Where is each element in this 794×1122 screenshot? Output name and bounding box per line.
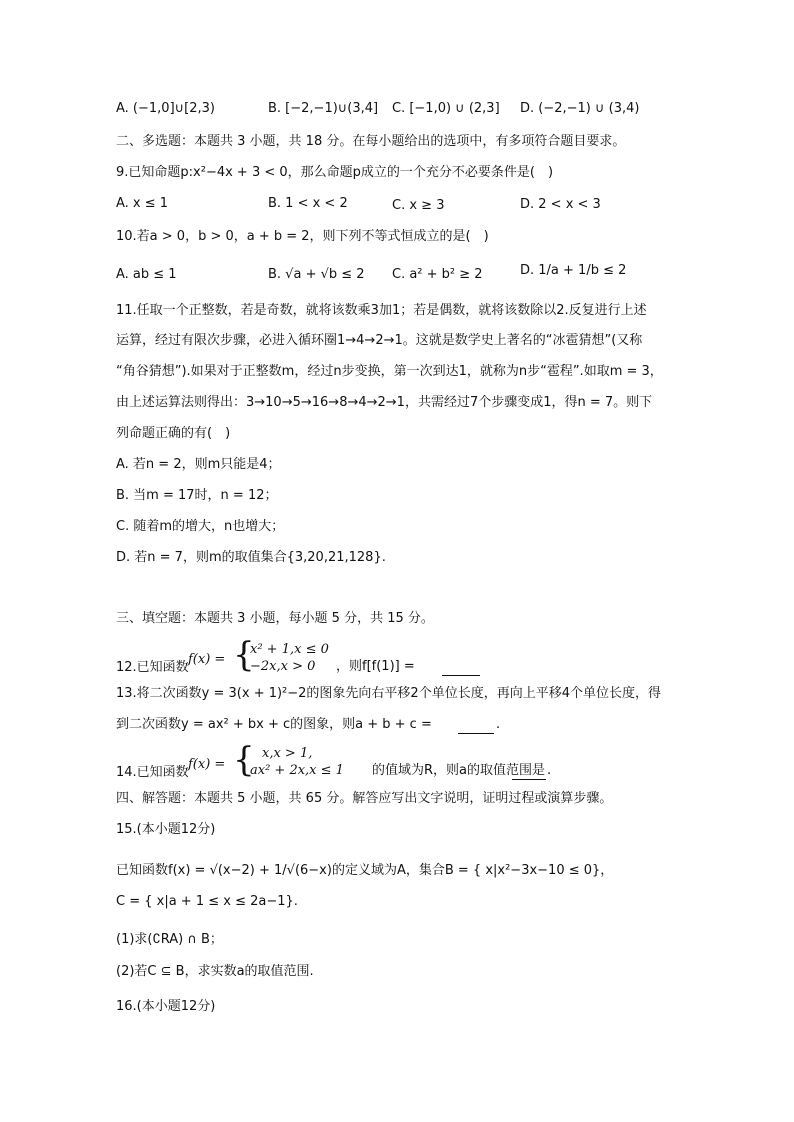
q13-line-2: 到二次函数y = ax² + bx + c的图象，则a + b + c = [116,717,432,732]
q10-option-c: C. a² + b² ≥ 2 [392,267,483,282]
q11-option-b: B. 当m = 17时，n = 12； [116,488,278,503]
q15-title: 15.(本小题12分) [116,822,216,837]
q14-case-2: ax² + 2x,x ≤ 1 [250,763,344,778]
q8-option-c: C. [−1,0) ∪ (2,3] [392,101,500,116]
q15-part-1: (1)求(∁RA) ∩ B； [116,932,223,947]
q11-line-4: 由上述运算法则得出：3→10→5→16→8→4→2→1，共需经过7个步骤变成1，得n = 7。则下 [116,395,653,410]
section3-header: 三、填空题：本题共 3 小题，每小题 5 分，共 15 分。 [116,611,434,626]
q13-line-1: 13.将二次函数y = 3(x + 1)²−2的图象先向右平移2个单位长度，再向上平移4个单位长度，得 [116,686,661,701]
q9-option-b: B. 1 < x < 2 [268,196,348,211]
q13-end: . [496,717,501,732]
q10-stem: 10.若a > 0，b > 0，a + b = 2，则下列不等式恒成立的是( ) [116,229,489,244]
q10-option-d: D. 1/a + 1/b ≤ 2 [520,263,627,278]
q9-option-a: A. x ≤ 1 [116,196,169,211]
q12-case-2: −2x,x > 0 [250,659,316,674]
q15-line-1: 已知函数f(x) = √(x−2) + 1/√(6−x)的定义域为A，集合B = { x|x²−3x−10 ≤ 0}， [116,863,614,878]
section2-header: 二、多选题：本题共 3 小题，共 18 分。在每小题给出的选项中，有多项符合题目要求。 [116,134,626,149]
q14-end: . [547,763,552,778]
q12-case-1: x² + 1,x ≤ 0 [250,642,329,657]
q15-part-2: (2)若C ⊆ B，求实数a的取值范围. [116,964,314,979]
q11-option-c: C. 随着m的增大，n也增大； [116,519,285,534]
q11-option-a: A. 若n = 2，则m只能是4； [116,457,281,472]
q12-prefix: 12.已知函数 [116,660,189,675]
q8-option-a: A. (−1,0]∪[2,3) [116,101,215,116]
q14-suffix: 的值域为R，则a的取值范围是 [372,763,545,778]
q8-option-b: B. [−2,−1)∪(3,4] [268,101,379,116]
q14-answer-blank [512,762,546,780]
section4-header: 四、解答题：本题共 5 小题，共 65 分。解答应写出文字说明，证明过程或演算步骤。 [116,791,613,806]
q14-case-1: x,x > 1, [262,746,313,761]
q11-option-d: D. 若n = 7，则m的取值集合{3,20,21,128}. [116,550,386,565]
q13-answer-blank [458,716,494,734]
q11-line-5: 列命题正确的有( ) [116,426,231,441]
q14-brace: { [233,740,255,780]
q16-title: 16.(本小题12分) [116,999,216,1014]
q9-stem: 9.已知命题p:x²−4x + 3 < 0，那么命题p成立的一个充分不必要条件是( ) [116,165,554,180]
q12-brace: { [233,635,255,675]
q12-answer-blank [442,658,480,676]
q10-option-b: B. √a + √b ≤ 2 [268,267,365,282]
q11-line-3: “角谷猜想”).如果对于正整数m，经过n步变换，第一次到达1，就称为n步“雹程”.如取m = 3， [116,364,663,379]
q14-prefix: 14.已知函数 [116,765,189,780]
q9-option-d: D. 2 < x < 3 [520,197,601,212]
q11-line-2: 运算，经过有限次步骤，必进入循环圈1→4→2→1。这就是数学史上著名的“冰雹猜想”(又称 [116,333,643,348]
q9-option-c: C. x ≥ 3 [392,198,445,213]
q11-line-1: 11.任取一个正整数，若是奇数，就将该数乘3加1；若是偶数，就将该数除以2.反复进行上述 [116,303,647,318]
q12-suffix: ，则f[f(1)] = [336,659,415,674]
q10-option-a: A. ab ≤ 1 [116,267,177,282]
q8-option-d: D. (−2,−1) ∪ (3,4) [520,101,640,116]
q15-line-2: C = { x|a + 1 ≤ x ≤ 2a−1}. [116,894,298,909]
q12-fx: f(x) = [188,652,226,667]
q14-fx: f(x) = [188,757,226,772]
